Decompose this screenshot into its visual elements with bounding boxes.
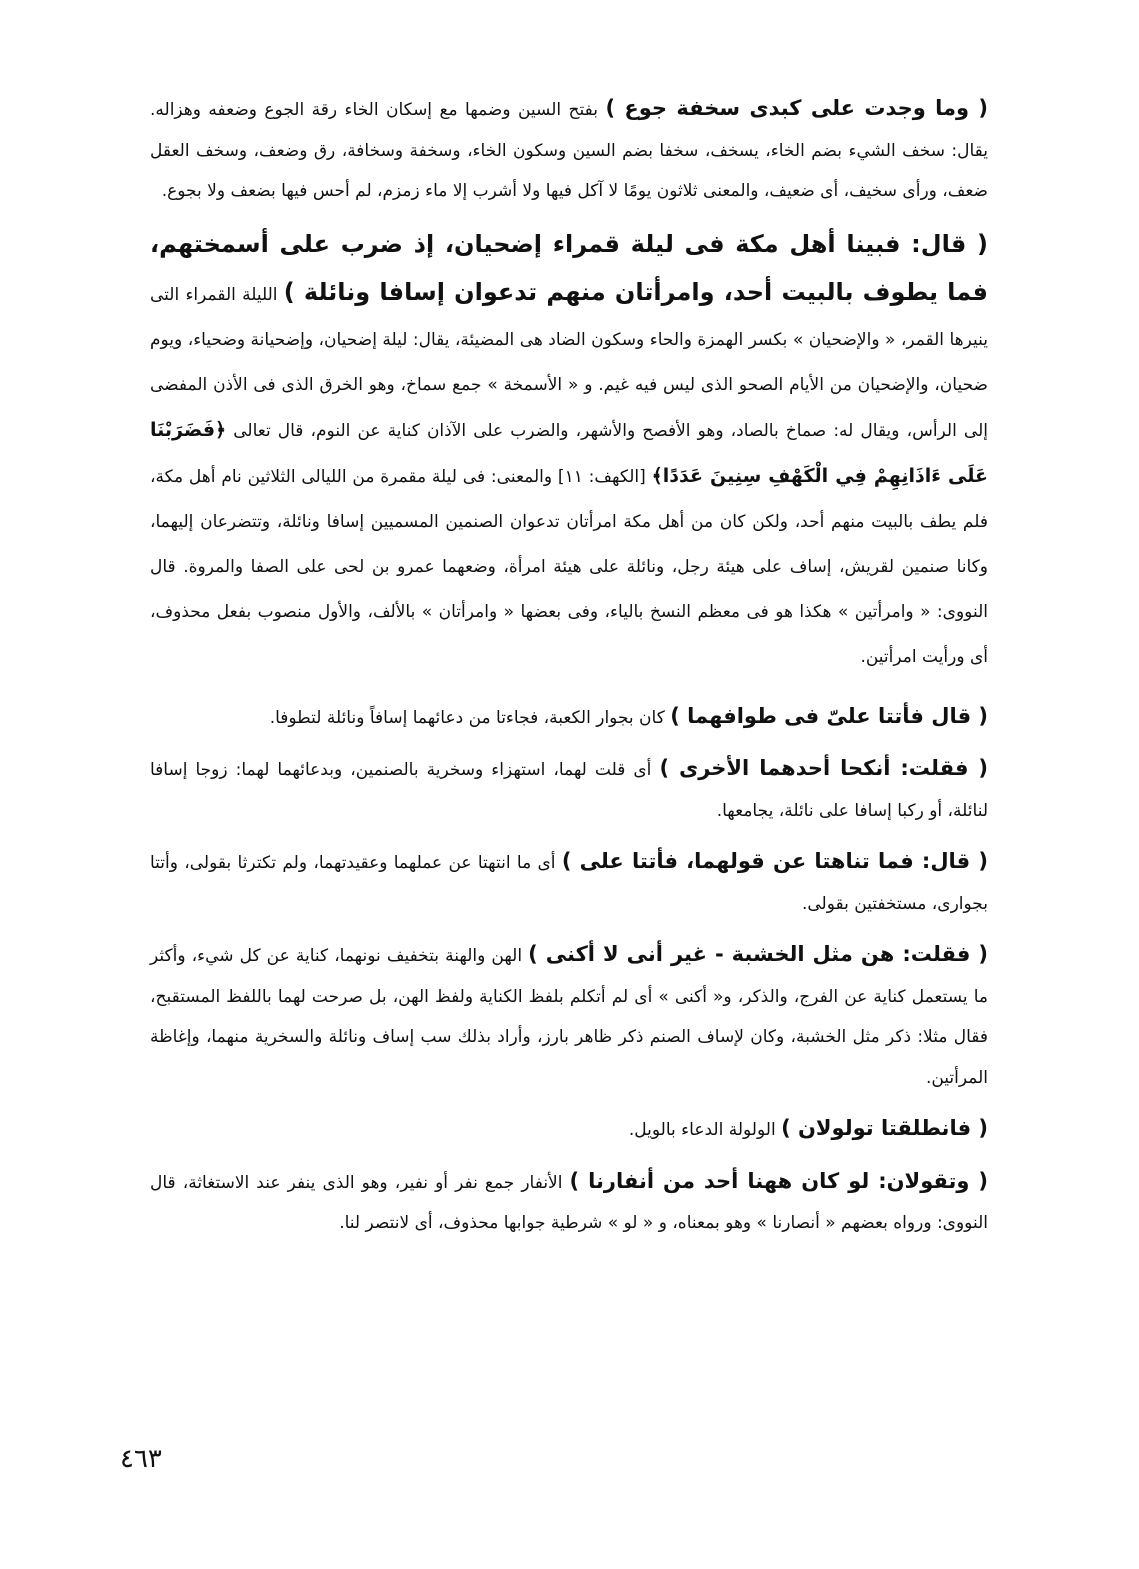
matn-heading-3: ( قال فأتتا علىّ فى طوافهما ) bbox=[670, 703, 988, 728]
paragraph-4 bbox=[150, 748, 988, 831]
commentary-1: بفتح السين وضمها مع إسكان الخاء رقة الجوع وضعفه وهزاله. يقال: سخف الشيء بضم الخاء، يسخف، سخفا بضم السين وسكون الخاء، وسخفة وسخافة، رق وضعف، وسخف العقل ضعف، ورأى سخيف، أى ضعيف، والمعنى ثلاثون يومًا لا آكل فيها ولا أشرب إلا ماء زمزم، لم أحس فيها بضعف ولا بجوع. bbox=[150, 100, 988, 201]
paragraph-2 bbox=[150, 222, 988, 680]
commentary-8: الأنفار جمع نفر أو نفير، وهو الذى ينفر عند الاستغاثة، قال النووى: ورواه بعضهم « أنصارنا » وهو بمعناه، و « لو » شرطية جوابها محذوف، أى لانتصر لنا. bbox=[150, 1172, 988, 1233]
commentary-3: كان بجوار الكعبة، فجاءتا من دعائهما إسافاً ونائلة لتطوفا. bbox=[269, 707, 671, 728]
matn-heading-6: ( فقلت: هن مثل الخشبة - غير أنى لا أكنى ) bbox=[528, 942, 988, 966]
commentary-2b: [الكهف: ١١] والمعنى: فى ليلة مقمرة من الليالى الثلاثين نام أهل مكة، فلم يطف بالبيت منهم أحد، ولكن كان من أهل مكة امرأتان تدعوان الصنمين المسميين إسافا ونائلة، وتتضرعان إليهما، وكانا صنمين لقريش، إساف على هيئة رجل، ونائلة على هيئة امرأة، وضعهما عمرو بن لحى على الصفا والمروة. قال النووى: « وامرأتين » هكذا هو فى معظم النسخ بالياء، وفى بعضها « وامرأتان » بالألف، والأول منصوب بفعل محذوف، أى ورأيت امرأتين. bbox=[150, 466, 988, 667]
paragraph-7 bbox=[150, 1108, 988, 1151]
commentary-7: الولولة الدعاء بالويل. bbox=[628, 1120, 782, 1140]
quran-verse: ﴿فَضَرَبْنَا عَلَى ءَاذَانِهِمْ فِي الْكَهْفِ سِنِينَ عَدَدًا﴾ bbox=[150, 418, 988, 487]
matn-heading-4: ( فقلت: أنكحا أحدهما الأخرى ) bbox=[659, 756, 988, 780]
matn-heading-7: ( فانطلقتا تولولان ) bbox=[781, 1116, 988, 1140]
page-body bbox=[150, 88, 988, 1244]
matn-heading-1: ( وما وجدت على كبدى سخفة جوع ) bbox=[605, 96, 988, 120]
matn-heading-2: ( قال: فبينا أهل مكة فى ليلة قمراء إضحيان، إذ ضرب على أسمختهم، فما يطوف بالبيت أحد، وامرأتان منهم تدعوان إسافا ونائلة ) bbox=[150, 229, 988, 306]
commentary-5: أى ما انتهتا عن عملهما وعقيدتهما، ولم تكترثا بقولى، وأتتا بجوارى، مستخفتين بقولى. bbox=[150, 853, 988, 914]
paragraph-1 bbox=[150, 88, 988, 212]
commentary-6: الهن والهنة بتخفيف نونهما، كناية عن كل شيء، وأكثر ما يستعمل كناية عن الفرج، والذكر، و« أكنى » أى لم أتكلم بلفظ الكناية ولفظ الهن، بل صرحت لهما باللفظ المستقبح، فقال مثلا: ذكر مثل الخشبة، وكان لإساف الصنم ذكر ظاهر بارز، وأراد بذلك سب إساف ونائلة والسخرية منهما، وإغاظة المرأتين. bbox=[150, 946, 988, 1088]
paragraph-8 bbox=[150, 1161, 988, 1244]
commentary-2: الليلة القمراء التى ينيرها القمر، « والإضحيان » بكسر الهمزة والحاء وسكون الضاد هى المضيئة، يقال: ليلة إضحيان، وإضحيانة وضحياء، ويوم ضحيان، والإضحيان من الأيام الصحو الذى ليس فيه غيم. و « الأسمخة » جمع سماخ، وهو الخرق الذى فى الأذن المفضى إلى الرأس، ويقال له: صماخ بالصاد، وهو الأفصح والأشهر، والضرب على الآذان كناية عن النوم، قال تعالى bbox=[150, 284, 988, 441]
matn-heading-5: ( قال: فما تناهتا عن قولهما، فأتتا على ) bbox=[561, 849, 988, 873]
paragraph-5 bbox=[150, 841, 988, 924]
matn-heading-8: ( وتقولان: لو كان ههنا أحد من أنفارنا ) bbox=[569, 1168, 988, 1193]
page-number: ٤٦٣ bbox=[120, 1444, 162, 1474]
commentary-4: أى قلت لهما، استهزاء وسخرية بالصنمين، وبدعائهما لهما: زوجا إسافا لنائلة، أو ركبا إسافا على نائلة، يجامعها. bbox=[150, 760, 988, 821]
paragraph-6 bbox=[150, 934, 988, 1098]
paragraph-3 bbox=[150, 696, 988, 739]
